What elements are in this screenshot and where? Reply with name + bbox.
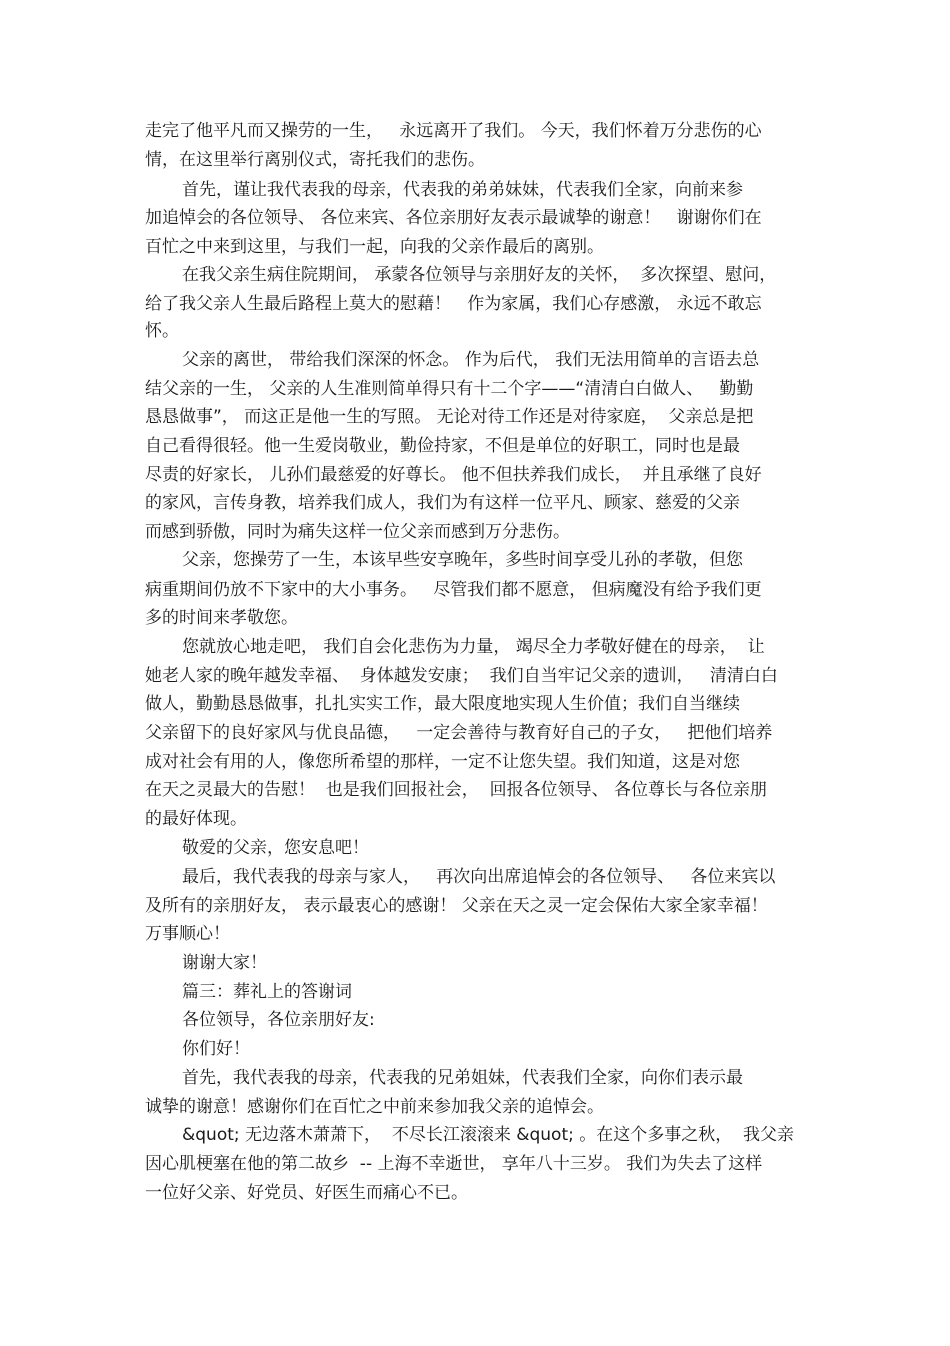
text-line: 及所有的亲朋好友， 表示最衷心的感谢！ 父亲在天之灵一定会保佑大家全家幸福！ [145,896,768,916]
text-line: 你们好！ [182,1039,250,1059]
text-line: 因心肌梗塞在他的第二故乡 -- 上海不幸逝世， 享年八十三岁。 我们为失去了这样 [145,1154,763,1174]
text-line: 父亲，您操劳了一生，本该早些安享晚年，多些时间享受儿孙的孝敬，但您 [182,550,743,570]
section-heading: 篇三：葬礼上的答谢词 [182,982,352,1002]
text-line: 一位好父亲、好党员、好医生而痛心不已。 [145,1183,468,1203]
text-line: &quot; 无边落木萧萧下， 不尽长江滚滚来 &quot; 。在这个多事之秋， 我父亲 [182,1125,795,1145]
text-line: 加追悼会的各位领导、 各位来宾、各位亲朋好友表示最诚挚的谢意！ 谢谢你们在 [145,208,762,228]
text-line: 尽责的好家长， 儿孙们最慈爱的好尊长。 他不但扶养我们成长， 并且承继了良好 [145,465,762,485]
text-line: 的家风，言传身教，培养我们成人，我们为有这样一位平凡、顾家、慈爱的父亲 [145,493,740,513]
text-line: 首先，我代表我的母亲，代表我的兄弟姐妹，代表我们全家，向你们表示最 [182,1068,743,1088]
text-line: 最后，我代表我的母亲与家人， 再次向出席追悼会的各位领导、 各位来宾以 [182,867,776,887]
text-line: 而感到骄傲，同时为痛失这样一位父亲而感到万分悲伤。 [145,522,570,542]
text-line: 首先，谨让我代表我的母亲，代表我的弟弟妹妹，代表我们全家，向前来参 [182,180,743,200]
text-line: 您就放心地走吧， 我们自会化悲伤为力量， 竭尽全力孝敬好健在的母亲， 让 [182,637,765,657]
text-line: 各位领导，各位亲朋好友: [182,1010,375,1030]
text-line: 的最好体现。 [145,809,247,829]
text-line: 怀。 [145,321,179,341]
text-line: 万事顺心！ [145,924,230,944]
text-line: 多的时间来孝敬您。 [145,608,298,628]
text-line: 恳恳做事”， 而这正是他一生的写照。 无论对待工作还是对待家庭， 父亲总是把 [145,407,754,427]
text-line: 结父亲的一生， 父亲的人生准则简单得只有十二个字——“清清白白做人、 勤勤 [145,379,754,399]
text-line: 敬爱的父亲，您安息吧！ [182,838,369,858]
text-line: 在天之灵最大的告慰！ 也是我们回报社会， 回报各位领导、 各位尊长与各位亲朋 [145,780,768,800]
text-line: 父亲的离世， 带给我们深深的怀念。 作为后代， 我们无法用简单的言语去总 [182,350,760,370]
text-line: 情，在这里举行离别仪式，寄托我们的悲伤。 [145,150,485,170]
text-line: 在我父亲生病住院期间， 承蒙各位领导与亲朋好友的关怀， 多次探望、慰问， [182,265,777,285]
text-line: 自己看得很轻。他一生爱岗敬业，勤俭持家，不但是单位的好职工，同时也是最 [145,436,740,456]
text-line: 给了我父亲人生最后路程上莫大的慰藉！ 作为家属，我们心存感激， 永远不敢忘 [145,294,762,314]
text-line: 百忙之中来到这里，与我们一起，向我的父亲作最后的离别。 [145,237,604,257]
text-line: 病重期间仍放不下家中的大小事务。 尽管我们都不愿意， 但病魔没有给予我们更 [145,580,762,600]
text-line: 父亲留下的良好家风与优良品德， 一定会善待与教育好自己的子女， 把他们培养 [145,723,773,743]
text-line: 她老人家的晚年越发幸福、 身体越发安康； 我们自当牢记父亲的遗训， 清清白白 [145,666,778,686]
text-line: 诚挚的谢意！感谢你们在百忙之中前来参加我父亲的追悼会。 [145,1097,604,1117]
text-line: 做人，勤勤恳恳做事，扎扎实实工作，最大限度地实现人生价值；我们自当继续 [145,694,740,714]
text-line: 成对社会有用的人，像您所希望的那样，一定不让您失望。我们知道，这是对您 [145,752,740,772]
text-line: 走完了他平凡而又操劳的一生， 永远离开了我们。 今天，我们怀着万分悲伤的心 [145,121,762,141]
text-line: 谢谢大家！ [182,953,267,973]
